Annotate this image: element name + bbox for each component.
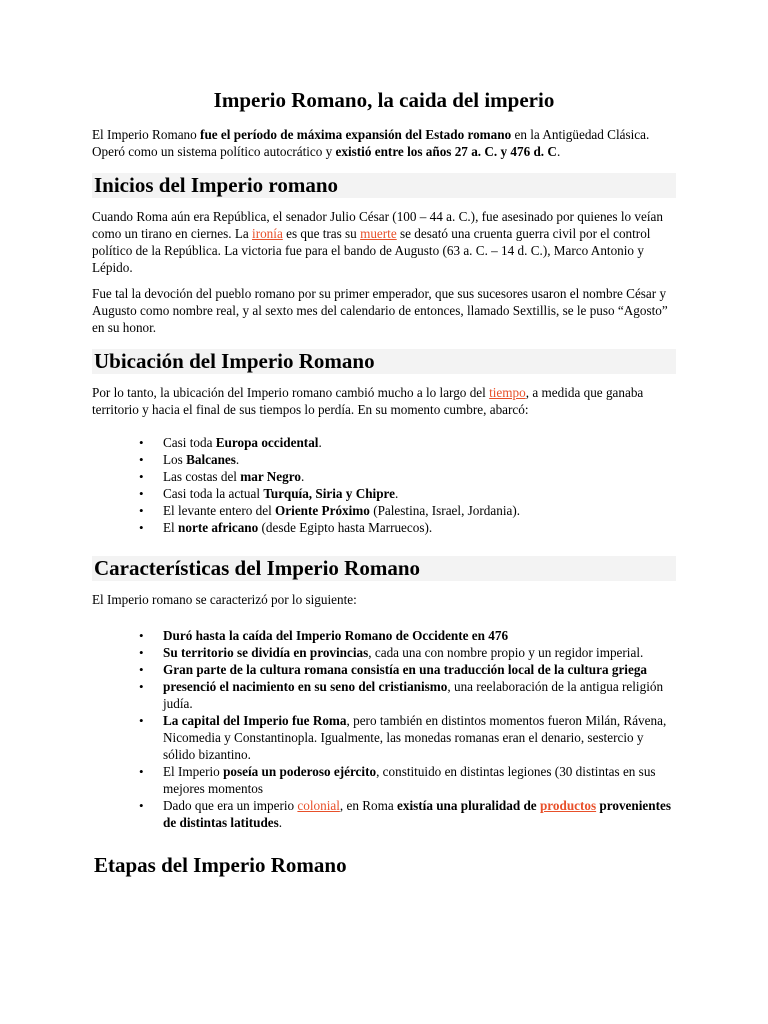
list-item-bold: mar Negro: [240, 469, 301, 484]
tiempo-link[interactable]: tiempo: [489, 385, 526, 400]
list-item-bold: Europa occidental: [215, 435, 319, 450]
list-item-text: .: [235, 452, 240, 467]
list-item-text: Los: [163, 452, 187, 467]
inicios-text-3: se desató una cruenta guerra civil por el control político de la República. La victoria fue para el bando de Augusto (63 a. C. – 14 d. C.), Marco Antonio y Lépido.: [92, 226, 651, 275]
document-title: Imperio Romano, la caida del imperio: [213, 88, 555, 112]
ubicacion-text-1: Por lo tanto, la ubicación del Imperio romano cambió mucho a lo largo del: [92, 385, 490, 400]
ironia-link[interactable]: ironía: [252, 226, 283, 241]
inicios-text-1: Cuando Roma aún era República, el senador Julio César (100 – 44 a. C.), fue asesinado por quienes lo veían como un tirano en ciernes. La: [92, 209, 663, 241]
intro-text-2: en la Antigüedad Clásica. Operó como un sistema político autocrático y: [92, 127, 650, 159]
muerte-link[interactable]: muerte: [360, 226, 397, 241]
list-item: [163, 661, 676, 678]
list-item-text: , una reelaboración de la antigua religión judía.: [163, 679, 664, 711]
document-page: [92, 86, 676, 888]
intro-paragraph: [92, 126, 676, 160]
list-item: [163, 678, 676, 712]
ubicacion-list: [92, 434, 676, 536]
list-item-text: (Palestina, Israel, Jordania).: [369, 503, 521, 518]
list-item-text: Las costas del: [163, 469, 241, 484]
list-item-bold: presenció el nacimiento en su seno del cristianismo: [163, 679, 448, 694]
caracteristicas-list-last: [92, 797, 676, 831]
list-item: [163, 502, 676, 519]
list-item: [163, 627, 676, 644]
intro-text-3: .: [556, 144, 561, 159]
list-item-text: (desde Egipto hasta Marruecos).: [258, 520, 433, 535]
ubicacion-text-2: , a medida que ganaba territorio y hacia el final de sus tiempos lo perdía. En su momento cumbre, abarcó:: [92, 385, 644, 417]
productos-link[interactable]: productos: [539, 798, 597, 813]
list-item-bold: poseía un poderoso ejército: [223, 764, 377, 779]
section-heading-inicios: Inicios del Imperio romano: [92, 173, 676, 198]
list-item-bold: Balcanes: [186, 452, 236, 467]
intro-bold-2: existió entre los años 27 a. C. y 476 d. C: [335, 144, 557, 159]
list-item: [163, 519, 676, 536]
list-item-bold: Turquía, Siria y Chipre: [263, 486, 396, 501]
ubicacion-paragraph: [92, 384, 676, 418]
inicios-paragraph-1: [92, 208, 676, 276]
list-item-bold: Gran parte de la cultura romana consistía en una traducción local de la cultura griega: [163, 662, 648, 677]
list-item-text: , constituido en distintas legiones (30 distintas en sus mejores momentos: [163, 764, 656, 796]
list-item-bold: Su territorio se dividía en provincias: [163, 645, 369, 660]
list-item-text: .: [395, 486, 399, 501]
list-item: [163, 763, 676, 797]
list-item-text: .: [318, 435, 322, 450]
intro-bold-1: fue el período de máxima expansión del Estado romano: [200, 127, 512, 142]
list-item-bold: La capital del Imperio fue Roma: [163, 713, 347, 728]
list-item: [163, 434, 676, 451]
list-item: [163, 485, 676, 502]
list-item-text: .: [300, 469, 305, 484]
list-item-text: Casi toda la actual: [163, 486, 264, 501]
intro-text-1: El Imperio Romano: [92, 127, 201, 142]
inicios-text-2: es que tras su: [282, 226, 361, 241]
section-heading-caracteristicas: Características del Imperio Romano: [92, 556, 676, 581]
caracteristicas-list: [92, 627, 676, 797]
list-item: [163, 644, 676, 661]
list-item-text: , pero también en distintos momentos fueron Milán, Rávena, Nicomedia y Constantinopla. Igualmente, las monedas romanas eran el denario, sestercio y sólido bizantino.: [163, 713, 667, 762]
last-item-bold-2: provenientes de distintas latitudes: [163, 798, 671, 830]
list-item-bold: Duró hasta la caída del Imperio Romano de Occidente en 476: [163, 628, 509, 643]
list-item-text: Casi toda: [163, 435, 216, 450]
section-heading-etapas: Etapas del Imperio Romano: [94, 853, 347, 877]
list-item-text: El: [163, 520, 179, 535]
last-item-text-2: , en Roma: [339, 798, 398, 813]
list-item: [163, 712, 676, 763]
last-item-text-3: .: [278, 815, 283, 830]
last-item-bold-1: existía una pluralidad de: [397, 798, 540, 813]
caracteristicas-paragraph: El Imperio romano se caracterizó por lo siguiente:: [92, 592, 357, 607]
list-item: [163, 468, 676, 485]
list-item-text: , cada una con nombre propio y un regidor imperial.: [368, 645, 644, 660]
inicios-paragraph-2: Fue tal la devoción del pueblo romano por su primer emperador, que sus sucesores usaron el nombre César y Augusto como nombre real, y al sexto mes del calendario de entonces, llamado Sextillis, se le puso “Agosto” en su honor.: [92, 286, 668, 335]
last-item-text-1: Dado que era un imperio: [163, 798, 298, 813]
colonial-link[interactable]: colonial: [297, 798, 340, 813]
list-item: [163, 451, 676, 468]
list-item-text: El Imperio: [163, 764, 224, 779]
list-item-text: El levante entero del: [163, 503, 276, 518]
list-item: [163, 797, 676, 831]
list-item-bold: norte africano: [178, 520, 259, 535]
list-item-bold: Oriente Próximo: [275, 503, 370, 518]
section-heading-ubicacion: Ubicación del Imperio Romano: [92, 349, 676, 374]
